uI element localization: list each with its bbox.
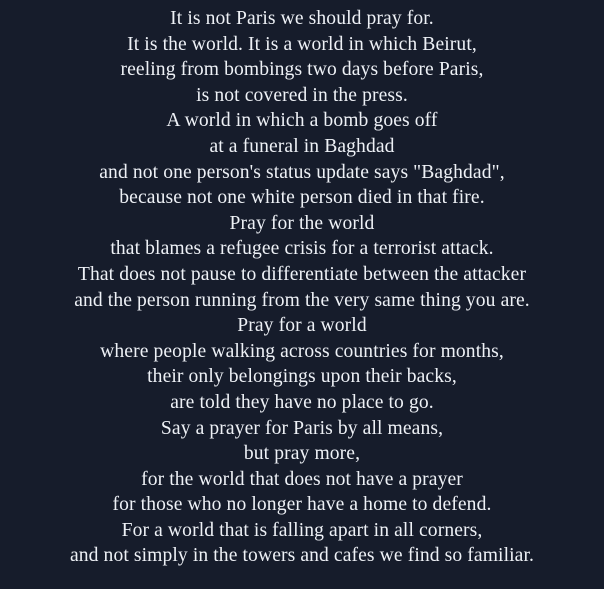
poem-line: A world in which a bomb goes off xyxy=(166,110,438,132)
poem-text-block xyxy=(4,6,600,569)
poem-line: That does not pause to differentiate between the attacker xyxy=(77,263,527,285)
poem-line: their only belongings upon their backs, xyxy=(147,366,457,388)
poem-line: Say a prayer for Paris by all means, xyxy=(160,417,444,439)
poem-line: that blames a refugee crisis for a terrorist attack. xyxy=(110,238,494,260)
poem-line: is not covered in the press. xyxy=(196,84,408,106)
poem-line: and the person running from the very same thing you are. xyxy=(74,289,530,311)
poem-line: It is not Paris we should pray for. xyxy=(170,8,434,29)
poem-line: For a world that is falling apart in all corners, xyxy=(121,519,483,541)
poem-line: because not one white person died in that fire. xyxy=(119,187,485,209)
poem-line: reeling from bombings two days before Paris, xyxy=(120,59,484,81)
poem-line: and not one person's status update says "Baghdad", xyxy=(99,161,505,183)
poem-line: for those who no longer have a home to defend. xyxy=(112,494,492,516)
poem-line: and not simply in the towers and cafes we find so familiar. xyxy=(69,545,535,567)
poem-line: Pray for a world xyxy=(237,315,367,337)
poem-line: Pray for the world xyxy=(229,212,375,234)
poem-line: are told they have no place to go. xyxy=(170,391,434,413)
poem-line: where people walking across countries for months, xyxy=(100,340,504,362)
poem-line: It is the world. It is a world in which Beirut, xyxy=(127,33,477,55)
poem-line: for the world that does not have a prayer xyxy=(141,468,463,490)
poem-line: at a funeral in Baghdad xyxy=(209,135,395,157)
poem-line: but pray more, xyxy=(243,443,361,465)
